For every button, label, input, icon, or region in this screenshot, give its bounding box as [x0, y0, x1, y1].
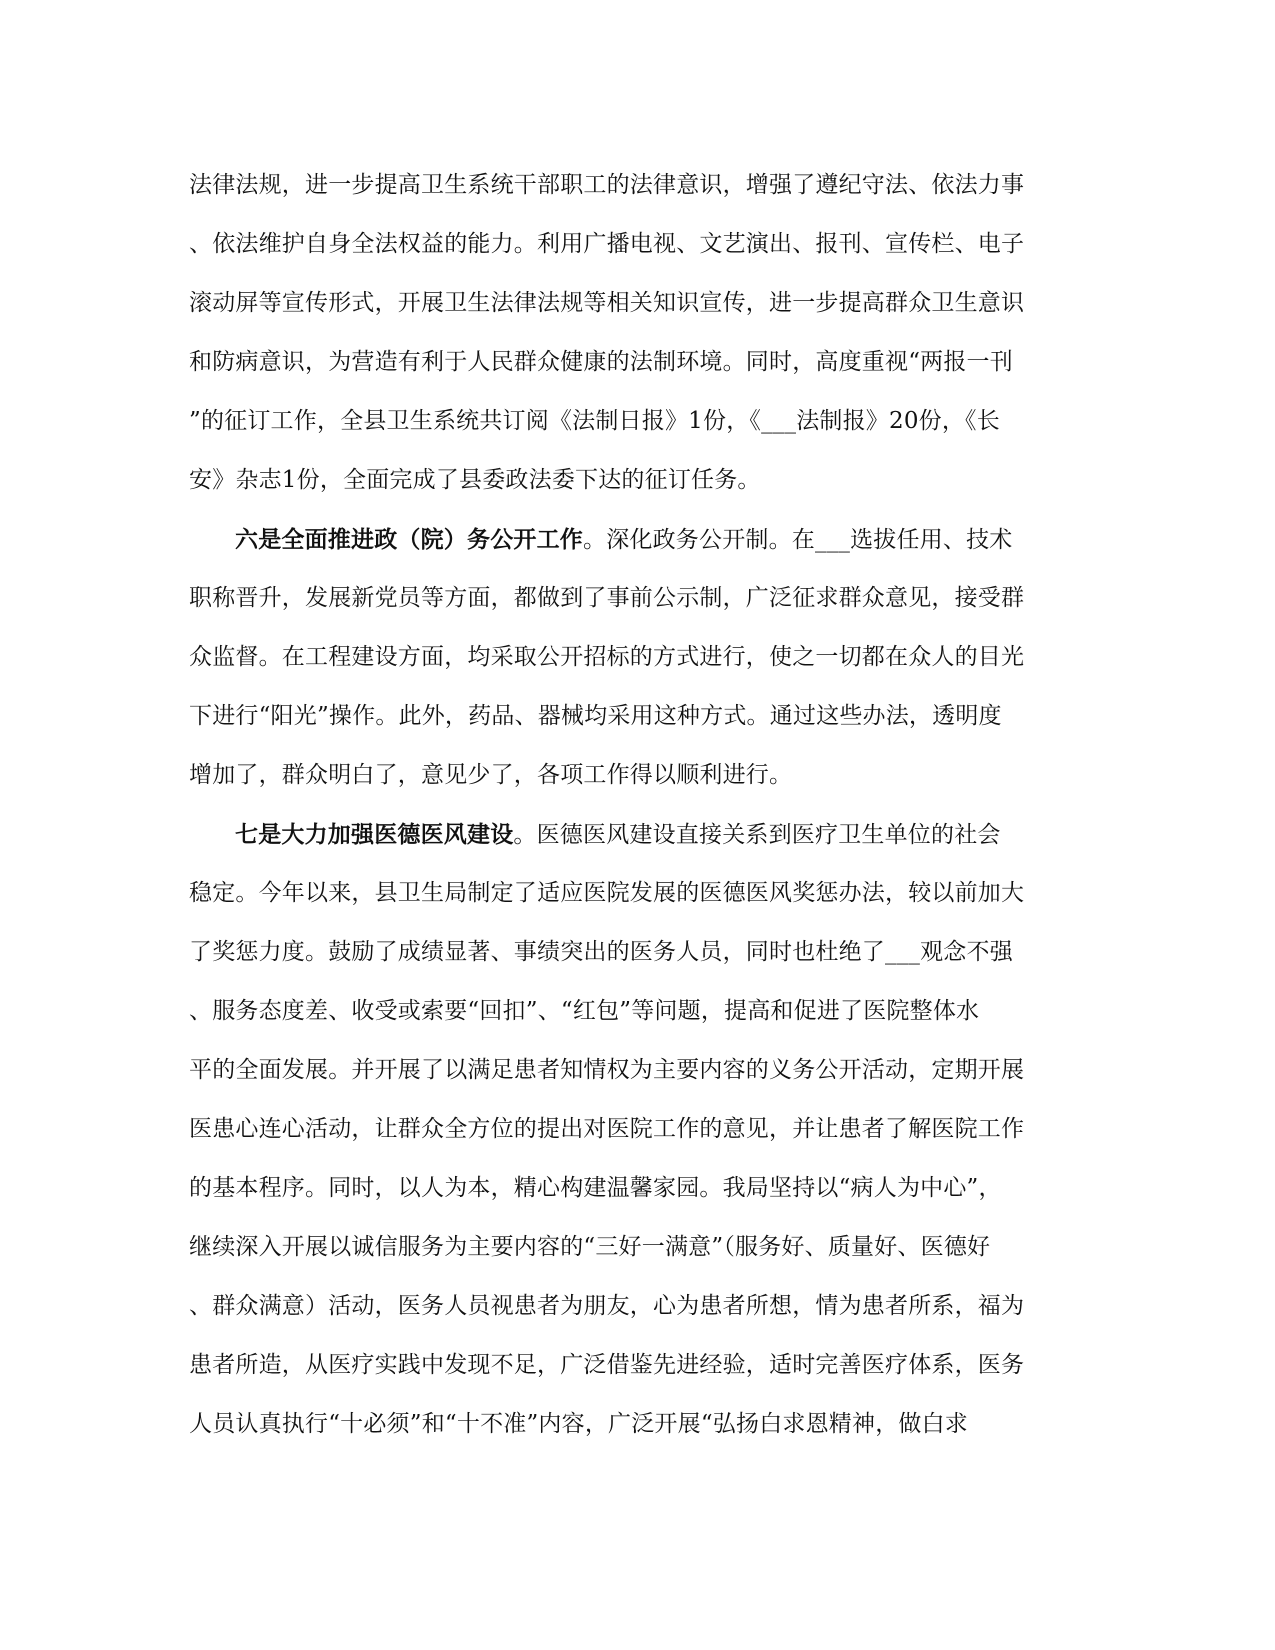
text-run: 。深化政务公开制。在___选拔任用、技术: [583, 527, 1013, 553]
text-line: 安》杂志1份，全面完成了县委政法委下达的征订任务。: [189, 467, 761, 493]
text-line: 、群众满意）活动，医务人员视患者为朋友，心为患者所想，情为患者所系，福为: [189, 1293, 1025, 1319]
text-line: 增加了，群众明白了，意见少了，各项工作得以顺利进行。: [189, 762, 793, 788]
text-line: 平的全面发展。并开展了以满足患者知情权为主要内容的义务公开活动，定期开展: [189, 1057, 1025, 1083]
text-line: 稳定。今年以来，县卫生局制定了适应医院发展的医德医风奖惩办法，较以前加大: [189, 880, 1025, 906]
text-line: 法律法规，进一步提高卫生系统干部职工的法律意识，增强了遵纪守法、依法力事: [189, 172, 1025, 198]
document-body: [189, 156, 1089, 1454]
text-line: 的基本程序。同时，以人为本，精心构建温馨家园。我局坚持以“病人为中心”，: [189, 1175, 1002, 1201]
text-line: 人员认真执行“十必须”和“十不准”内容，广泛开展“弘扬白求恩精神，做白求: [189, 1411, 968, 1437]
paragraph-heading: 七是大力加强医德医风建设: [235, 821, 514, 848]
paragraph-heading: 六是全面推进政（院）务公开工作: [235, 526, 583, 553]
text-line: 、服务态度差、收受或索要“回扣”、“红包”等问题，提高和促进了医院整体水: [189, 998, 980, 1024]
text-line: ”的征订工作，全县卫生系统共订阅《法制日报》1份，《___法制报》20份，《长: [189, 408, 1000, 434]
text-line: 滚动屏等宣传形式，开展卫生法律法规等相关知识宣传，进一步提高群众卫生意识: [189, 290, 1025, 316]
text-line: 继续深入开展以诚信服务为主要内容的“三好一满意”（服务好、质量好、医德好: [189, 1234, 991, 1260]
text-line: 了奖惩力度。鼓励了成绩显著、事绩突出的医务人员，同时也杜绝了___观念不强: [189, 939, 1013, 965]
text-line: 职称晋升，发展新党员等方面，都做到了事前公示制，广泛征求群众意见，接受群: [189, 585, 1025, 611]
text-line: 、依法维护自身全法权益的能力。利用广播电视、文艺演出、报刊、宣传栏、电子: [189, 231, 1025, 257]
paragraph-first-line: [189, 510, 1089, 569]
text-run: 。医德医风建设直接关系到医疗卫生单位的社会: [513, 822, 1001, 848]
paragraph-affairs-disclosure: [189, 510, 1089, 805]
text-line: 患者所造，从医疗实践中发现不足，广泛借鉴先进经验，适时完善医疗体系，医务: [189, 1352, 1025, 1378]
text-line: 下进行“阳光”操作。此外，药品、器械均采用这种方式。通过这些办法，透明度: [189, 703, 1002, 729]
text-line: 和防病意识，为营造有利于人民群众健康的法制环境。同时，高度重视“两报一刊: [189, 349, 1013, 375]
text-line: 众监督。在工程建设方面，均采取公开招标的方式进行，使之一切都在众人的目光: [189, 644, 1025, 670]
text-line: 医患心连心活动，让群众全方位的提出对医院工作的意见，并让患者了解医院工作: [189, 1116, 1025, 1142]
paragraph-legal-publicity: [189, 156, 1089, 510]
paragraph-first-line: [189, 805, 1089, 864]
paragraph-medical-ethics: [189, 805, 1089, 1454]
